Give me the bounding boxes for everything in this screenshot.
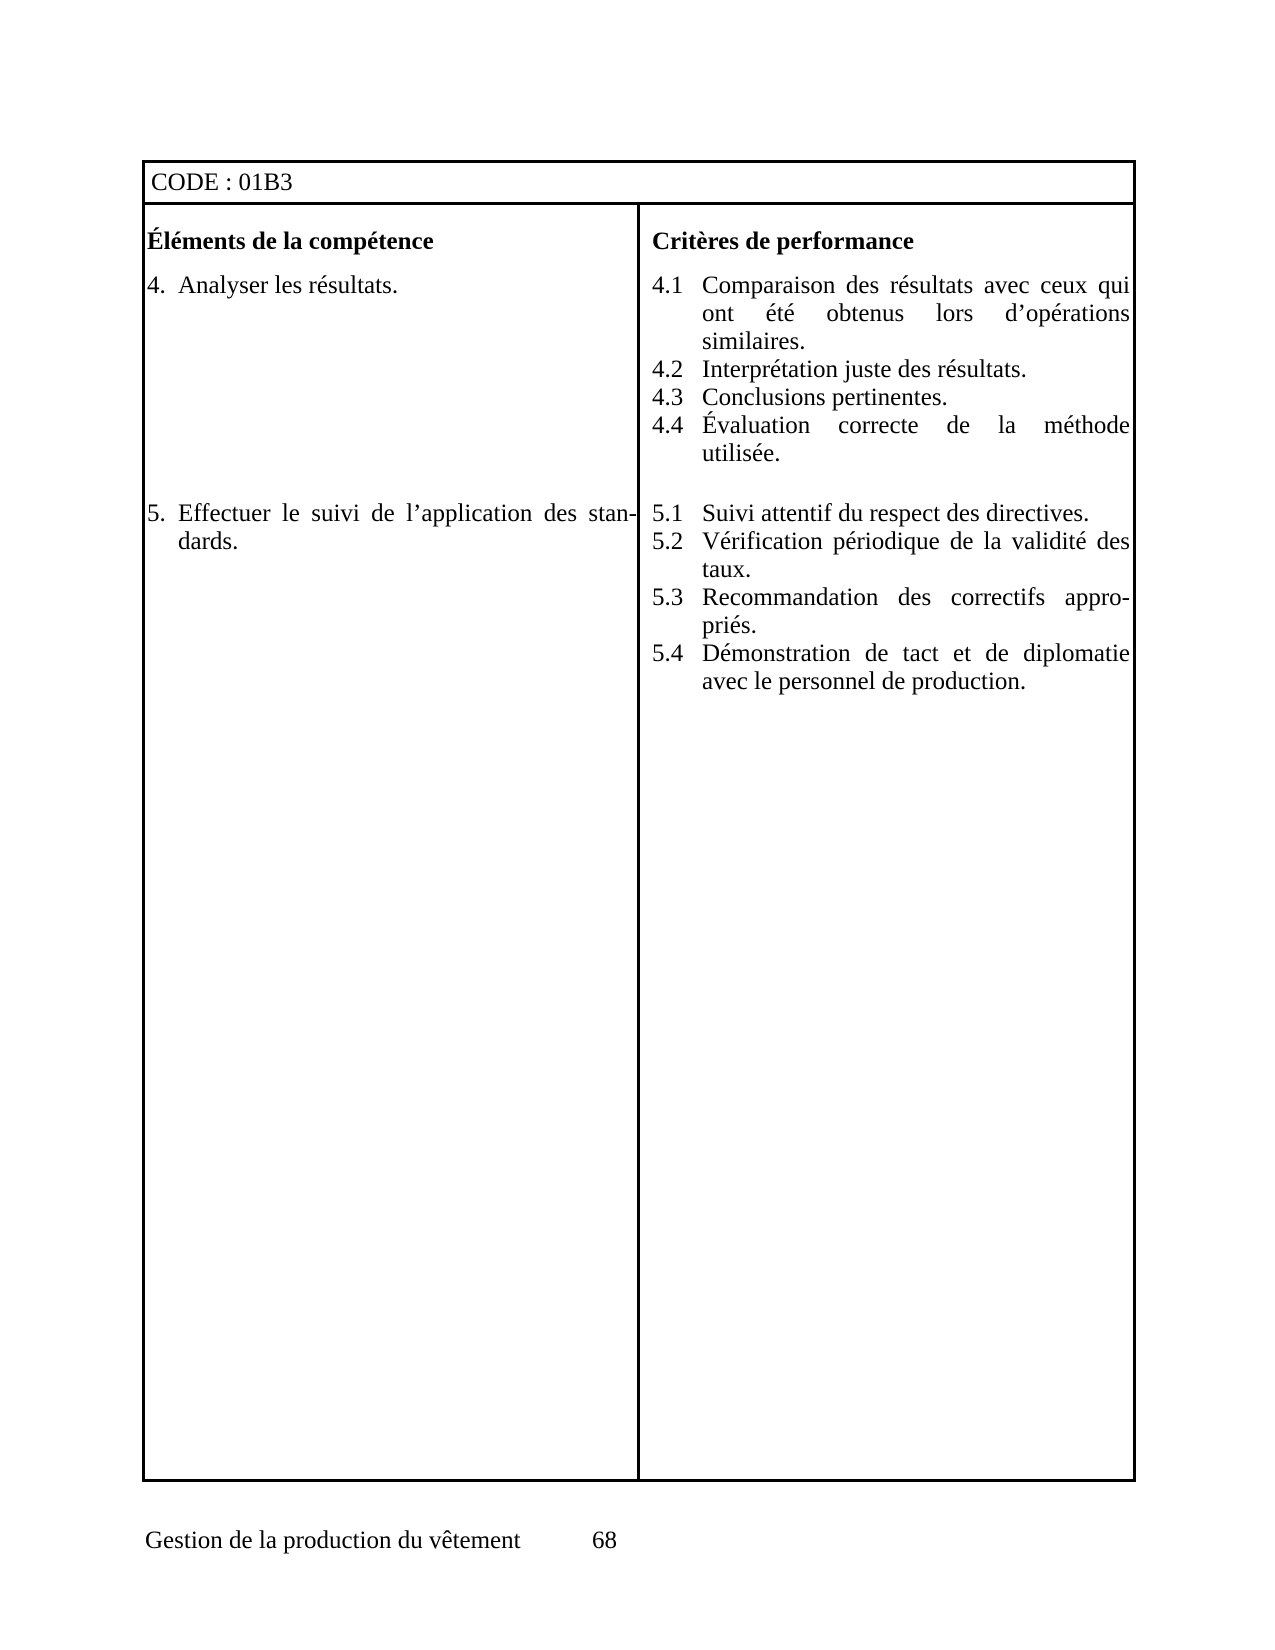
criterion-text [702,412,1130,468]
criterion-text [702,584,1130,640]
criterion-text [702,384,1130,412]
criterion-text [702,272,1130,356]
text-line: dards. [178,528,239,555]
text-line: priés. [702,612,757,639]
criterion-item [652,640,1130,696]
criterion-item [652,272,1130,356]
footer-page-number: 68 [592,1527,617,1554]
criterion-text [702,500,1130,528]
code-label: CODE : 01B3 [151,168,293,196]
criterion-text [702,528,1130,584]
criterion-number: 5.3 [652,584,684,611]
text-line: Recommandation des correctifs appro- [702,584,1130,611]
text-line: similaires. [702,328,806,355]
competency-table [142,160,1136,1482]
text-line: Interprétation juste des résultats. [702,356,1027,383]
criterion-number: 5.2 [652,528,684,555]
criterion-item [652,412,1130,468]
element-item [147,500,637,556]
column-divider [637,205,640,1479]
text-line: Analyser les résultats. [178,272,399,299]
element-cell [145,500,637,556]
text-line: Évaluation correcte de la méthode [702,412,1130,439]
criterion-number: 5.1 [652,500,684,527]
text-line: Conclusions pertinentes. [702,384,948,411]
criterion-number: 5.4 [652,640,684,667]
criterion-number: 4.2 [652,356,684,383]
footer-document-title: Gestion de la production du vêtement [145,1527,521,1554]
right-column-header: Critères de performance [652,228,914,255]
element-number: 4. [147,272,166,299]
criterion-text [702,356,1130,384]
text-line: Comparaison des résultats avec ceux qui [702,272,1130,299]
element-text [178,500,637,556]
criterion-number: 4.1 [652,272,684,299]
text-line: ont été obtenus lors d’opérations [702,300,1130,327]
element-item [147,272,637,300]
criterion-item [652,584,1130,640]
element-number: 5. [147,500,166,527]
text-line: taux. [702,556,752,583]
text-line: utilisée. [702,440,781,467]
table-body [145,205,1133,1479]
element-text [178,272,637,300]
left-column-header: Éléments de la compétence [147,228,434,255]
text-line: Démonstration de tact et de diplomatie [702,640,1130,667]
criterion-number: 4.3 [652,384,684,411]
code-header-row [145,163,1133,205]
criteria-cell [640,272,1133,468]
text-line: Vérification périodique de la validité des [702,528,1130,555]
criterion-item [652,356,1130,384]
criterion-item [652,528,1130,584]
criterion-number: 4.4 [652,412,684,439]
text-line: Suivi attentif du respect des directives. [702,500,1090,527]
criterion-item [652,384,1130,412]
criteria-cell [640,500,1133,696]
text-line: Effectuer le suivi de l’application des stan- [178,500,637,527]
criterion-text [702,640,1130,696]
element-cell [145,272,637,300]
criterion-item [652,500,1130,528]
text-line: avec le personnel de production. [702,668,1027,695]
